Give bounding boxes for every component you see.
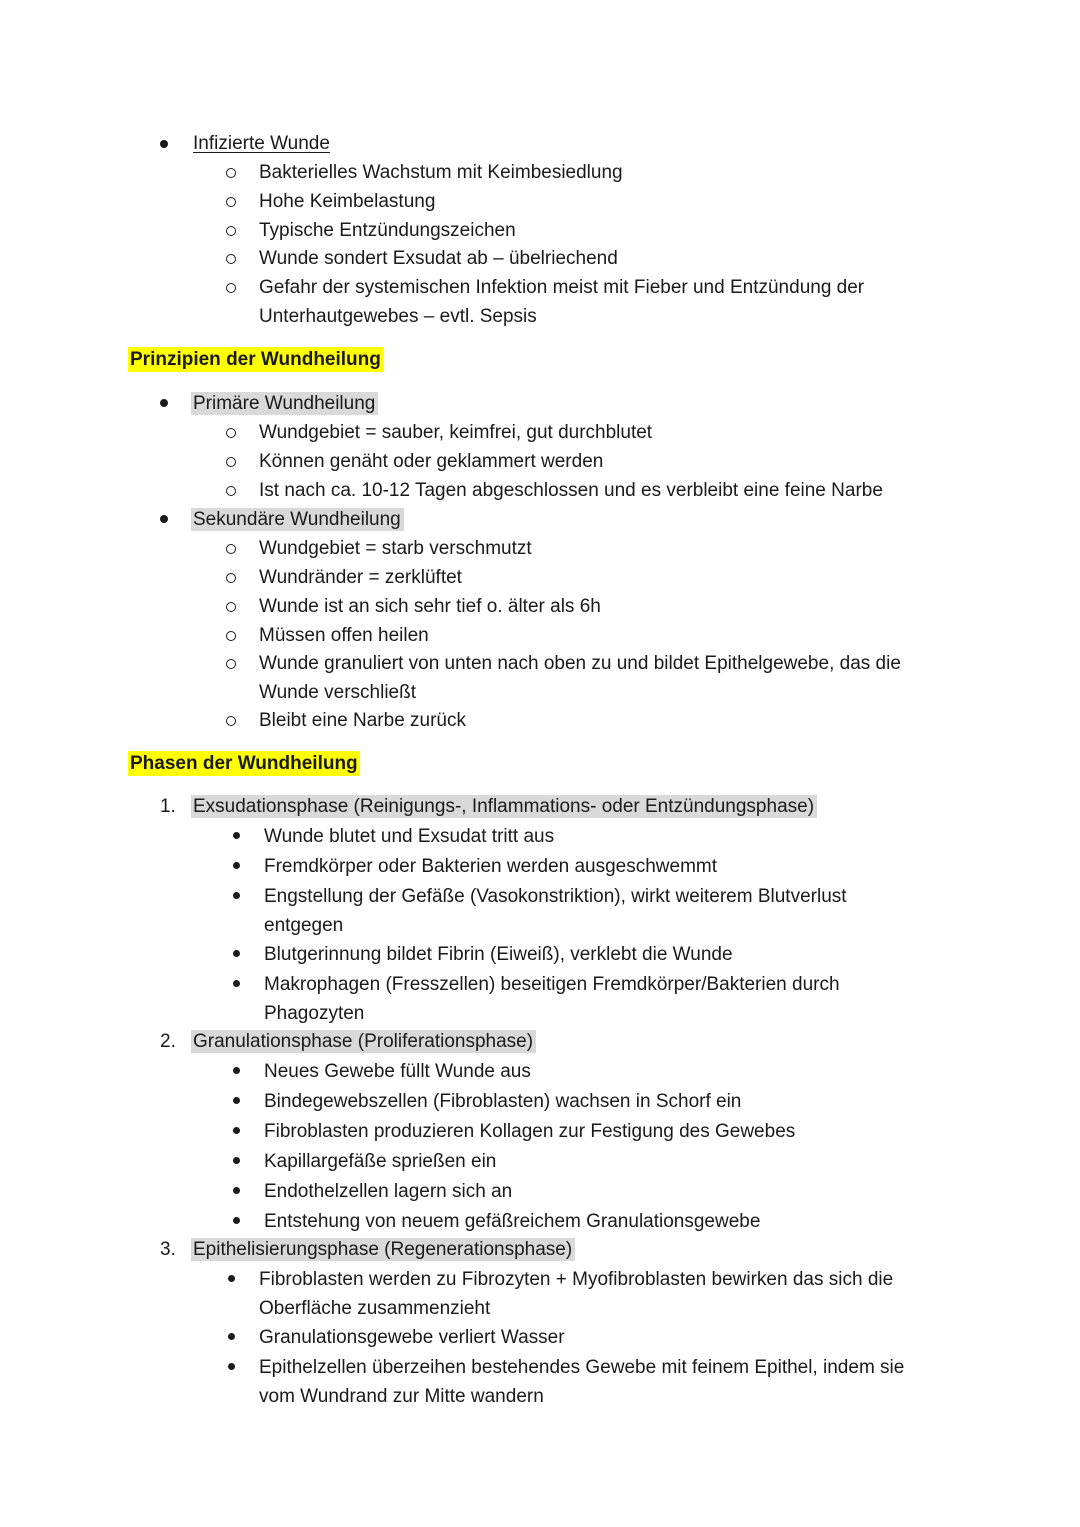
list-item-continuation: vom Wundrand zur Mitte wandern [259, 1386, 544, 1407]
list-item: Gefahr der systemischen Infektion meist mit Fieber und Entzündung der [259, 277, 865, 298]
bullet-circle-icon [226, 602, 236, 612]
bullet-dot-icon [228, 1363, 235, 1370]
phase-number: 2. [160, 1031, 176, 1052]
list-item: Wundränder = zerklüftet [259, 567, 462, 588]
heading-phases: Phasen der Wundheilung [130, 753, 358, 774]
list-item: Wunde ist an sich sehr tief o. älter als 6h [259, 596, 601, 617]
bullet-dot-icon [228, 1275, 235, 1282]
list-item: Kapillargefäße sprießen ein [264, 1151, 497, 1172]
list-item: Wunde granuliert von unten nach oben zu und bildet Epithelgewebe, das die [259, 653, 901, 674]
phase-3-title-row [191, 1237, 575, 1263]
phase-number: 1. [160, 796, 176, 817]
secondary-healing-title: Sekundäre Wundheilung [191, 508, 404, 531]
bullet-dot-icon [233, 1127, 240, 1134]
phase-2-title: Granulationsphase (Proliferationsphase) [191, 1030, 536, 1053]
infected-wound-title: Infizierte Wunde [193, 133, 330, 154]
primary-healing-title: Primäre Wundheilung [191, 392, 378, 415]
list-item: Endothelzellen lagern sich an [264, 1181, 513, 1202]
list-item: Engstellung der Gefäße (Vasokonstriktion), wirkt weiterem Blutverlust [264, 886, 847, 907]
list-item: Bleibt eine Narbe zurück [259, 710, 466, 731]
list-item: Fibroblasten werden zu Fibrozyten + Myofibroblasten bewirken das sich die [259, 1269, 894, 1290]
bullet-circle-icon [226, 659, 236, 669]
bullet-dot-icon [233, 1067, 240, 1074]
bullet-dot-icon [160, 515, 168, 523]
bullet-circle-icon [226, 544, 236, 554]
list-item-continuation: Phagozyten [264, 1003, 365, 1024]
phase-2-title-row [191, 1029, 536, 1055]
section-heading [128, 751, 360, 777]
bullet-dot-icon [233, 950, 240, 957]
list-item: Fibroblasten produzieren Kollagen zur Festigung des Gewebes [264, 1121, 796, 1142]
bullet-circle-icon [226, 254, 236, 264]
bullet-circle-icon [226, 283, 236, 293]
bullet-dot-icon [233, 862, 240, 869]
list-item: Wunde blutet und Exsudat tritt aus [264, 826, 555, 847]
bullet-circle-icon [226, 226, 236, 236]
bullet-dot-icon [160, 140, 168, 148]
list-item-continuation: Wunde verschließt [259, 682, 416, 703]
list-item: Bindegewebszellen (Fibroblasten) wachsen in Schorf ein [264, 1091, 742, 1112]
primary-healing-title-row [191, 391, 378, 417]
secondary-healing-title-row [191, 507, 404, 533]
phase-1-title: Exsudationsphase (Reinigungs-, Inflammations- oder Entzündungsphase) [191, 795, 817, 818]
list-item-continuation: Unterhautgewebes – evtl. Sepsis [259, 306, 537, 327]
list-item: Granulationsgewebe verliert Wasser [259, 1327, 565, 1348]
bullet-circle-icon [226, 486, 236, 496]
bullet-circle-icon [226, 197, 236, 207]
list-item: Wunde sondert Exsudat ab – übelriechend [259, 248, 618, 269]
bullet-dot-icon [233, 892, 240, 899]
bullet-dot-icon [228, 1333, 235, 1340]
bullet-circle-icon [226, 457, 236, 467]
bullet-dot-icon [160, 399, 168, 407]
bullet-circle-icon [226, 716, 236, 726]
phase-3-title: Epithelisierungsphase (Regenerationsphase) [191, 1238, 575, 1261]
bullet-circle-icon [226, 428, 236, 438]
phase-1-title-row [191, 794, 817, 820]
bullet-dot-icon [233, 1217, 240, 1224]
bullet-dot-icon [233, 1187, 240, 1194]
list-item: Wundgebiet = starb verschmutzt [259, 538, 532, 559]
list-item: Können genäht oder geklammert werden [259, 451, 604, 472]
heading-principles: Prinzipien der Wundheilung [130, 349, 381, 370]
list-item-continuation: Oberfläche zusammenzieht [259, 1298, 491, 1319]
list-item: Wundgebiet = sauber, keimfrei, gut durchblutet [259, 422, 653, 443]
bullet-circle-icon [226, 168, 236, 178]
list-item: Müssen offen heilen [259, 625, 429, 646]
bullet-circle-icon [226, 573, 236, 583]
bullet-dot-icon [233, 1097, 240, 1104]
bullet-dot-icon [233, 1157, 240, 1164]
list-item: Typische Entzündungszeichen [259, 220, 516, 241]
list-item: Ist nach ca. 10-12 Tagen abgeschlossen und es verbleibt eine feine Narbe [259, 480, 883, 501]
list-item: Fremdkörper oder Bakterien werden ausgeschwemmt [264, 856, 718, 877]
list-item: Bakterielles Wachstum mit Keimbesiedlung [259, 162, 623, 183]
bullet-dot-icon [233, 980, 240, 987]
list-item: Hohe Keimbelastung [259, 191, 436, 212]
list-item-continuation: entgegen [264, 915, 344, 936]
bullet-dot-icon [233, 832, 240, 839]
bullet-circle-icon [226, 631, 236, 641]
list-item: Entstehung von neuem gefäßreichem Granulationsgewebe [264, 1211, 761, 1232]
list-item: Makrophagen (Fresszellen) beseitigen Fremdkörper/Bakterien durch [264, 974, 840, 995]
list-item: Neues Gewebe füllt Wunde aus [264, 1061, 531, 1082]
list-item: Blutgerinnung bildet Fibrin (Eiweiß), verklebt die Wunde [264, 944, 733, 965]
section-heading [128, 347, 383, 373]
phase-number: 3. [160, 1239, 176, 1260]
list-item: Epithelzellen überzeihen bestehendes Gewebe mit feinem Epithel, indem sie [259, 1357, 905, 1378]
